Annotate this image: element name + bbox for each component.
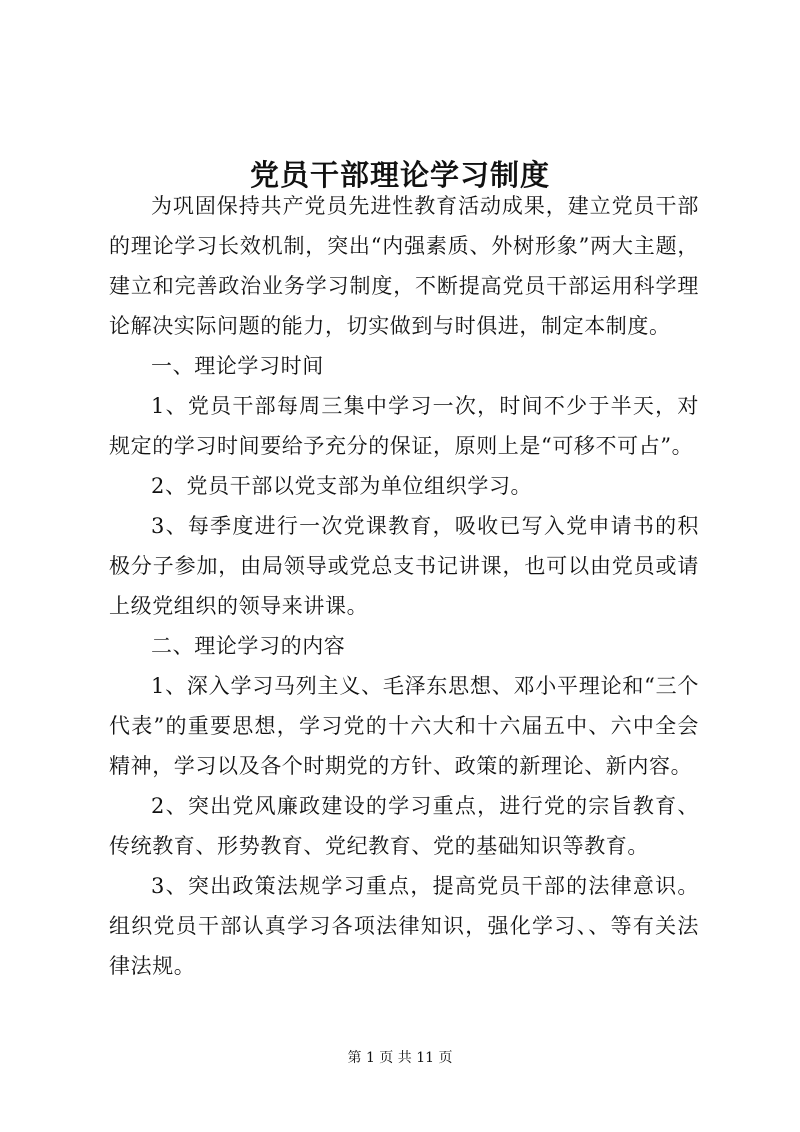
section-heading-study-content: 二、理论学习的内容 <box>151 634 346 658</box>
study-time-item-1: 1、党员干部每周三集中学习一次，时间不少于半天，对规定的学习时间要给予充分的保证，原则上是“可移不可占”。 <box>109 394 699 458</box>
intro-paragraph: 为巩固保持共产党员先进性教育活动成果，建立党员干部的理论学习长效机制，突出“内强素质、外树形象”两大主题，建立和完善政治业务学习制度，不断提高党员干部运用科学理论解决实际问题的能力，切实做到与时俱进，制定本制度。 <box>109 194 699 338</box>
study-content-item-3: 3、突出政策法规学习重点，提高党员干部的法律意识。组织党员干部认真学习各项法律知识，强化学习、、等有关法律法规。 <box>109 874 699 978</box>
page-number-footer: 第 1 页 共 11 页 <box>347 1050 453 1066</box>
study-content-item-1: 1、深入学习马列主义、毛泽东思想、邓小平理论和“三个代表”的重要思想，学习党的十六大和十六届五中、六中全会精神，学习以及各个时期党的方针、政策的新理论、新内容。 <box>109 674 699 778</box>
study-content-item-2: 2、突出党风廉政建设的学习重点，进行党的宗旨教育、传统教育、形势教育、党纪教育、党的基础知识等教育。 <box>109 794 699 858</box>
document-title: 党员干部理论学习制度 <box>249 158 550 193</box>
study-time-item-3: 3、每季度进行一次党课教育，吸收已写入党申请书的积极分子参加，由局领导或党总支书记讲课，也可以由党员或请上级党组织的领导来讲课。 <box>109 514 699 618</box>
document-body <box>109 186 699 986</box>
section-heading-study-time: 一、理论学习时间 <box>151 354 324 378</box>
study-time-item-2: 2、党员干部以党支部为单位组织学习。 <box>151 474 533 498</box>
